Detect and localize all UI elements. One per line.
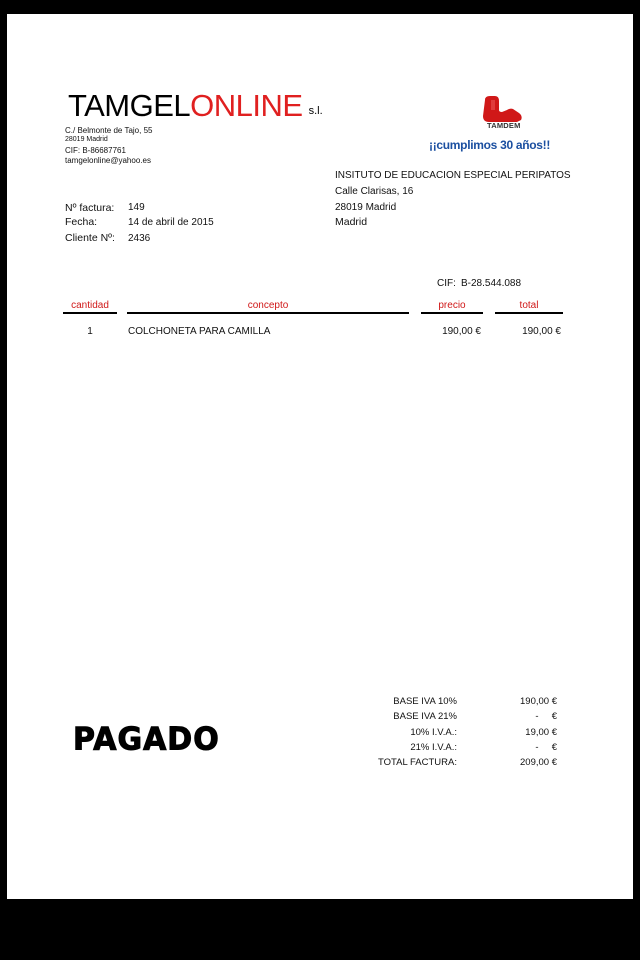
header-price: precio <box>438 300 466 311</box>
client-number-value: 2436 <box>128 233 151 244</box>
header-quantity: cantidad <box>71 300 109 311</box>
header-rule-quantity <box>63 312 117 314</box>
totals-grand-label: TOTAL FACTURA: <box>377 757 457 768</box>
client-street: Calle Clarisas, 16 <box>335 186 414 197</box>
header-total: total <box>519 300 539 311</box>
header-rule-price <box>421 312 483 314</box>
company-email: tamgelonline@yahoo.es <box>65 156 151 165</box>
client-name: INSITUTO DE EDUCACION ESPECIAL PERIPATOS <box>335 170 571 181</box>
client-city: Madrid <box>335 216 368 228</box>
totals-iva-21-value: - € <box>535 742 557 753</box>
client-cif-label: CIF: <box>437 278 456 289</box>
invoice-number-value: 149 <box>128 202 145 213</box>
row-quantity: 1 <box>87 326 93 337</box>
company-suffix: s.l. <box>308 105 323 117</box>
invoice-number-label: Nº factura: <box>65 202 115 214</box>
invoice-date-label: Fecha: <box>65 216 98 228</box>
header-concept: concepto <box>247 300 289 311</box>
row-price: 190,00 € <box>442 326 481 337</box>
company-address: C./ Belmonte de Tajo, 55 <box>65 126 153 135</box>
tamdem-logo <box>477 94 537 134</box>
company-name-part1: TAMGEL <box>68 88 191 123</box>
totals-iva-21-label: 21% I.V.A.: <box>410 742 457 753</box>
company-name <box>68 90 323 121</box>
row-concept: COLCHONETA PARA CAMILLA <box>128 326 271 337</box>
paid-stamp: PAGADO <box>73 721 220 758</box>
company-city: 28019 Madrid <box>65 136 108 143</box>
tagline: ¡¡cumplimos 30 años!! <box>429 138 551 152</box>
totals-base-21-value: - € <box>535 711 557 722</box>
header-rule-total <box>495 312 563 314</box>
logo-text: TAMDEM <box>487 121 521 130</box>
totals-base-21-label: BASE IVA 21% <box>393 711 457 722</box>
header-rule-concept <box>127 312 409 314</box>
company-name-part2: ONLINE <box>190 88 303 123</box>
totals-base-10-label: BASE IVA 10% <box>393 696 457 707</box>
invoice-page <box>7 14 633 899</box>
client-cif-value: B-28.544.088 <box>461 278 522 289</box>
totals-iva-10-value: 19,00 € <box>525 727 557 738</box>
company-cif: CIF: B-86687761 <box>65 146 126 155</box>
totals-iva-10-label: 10% I.V.A.: <box>410 727 457 738</box>
client-postal: 28019 Madrid <box>335 202 397 213</box>
invoice-date-value: 14 de abril de 2015 <box>128 217 214 228</box>
client-number-label: Cliente Nº: <box>65 232 115 244</box>
totals-base-10-value: 190,00 € <box>520 696 557 707</box>
row-total: 190,00 € <box>522 326 561 337</box>
totals-grand-value: 209,00 € <box>520 757 557 768</box>
